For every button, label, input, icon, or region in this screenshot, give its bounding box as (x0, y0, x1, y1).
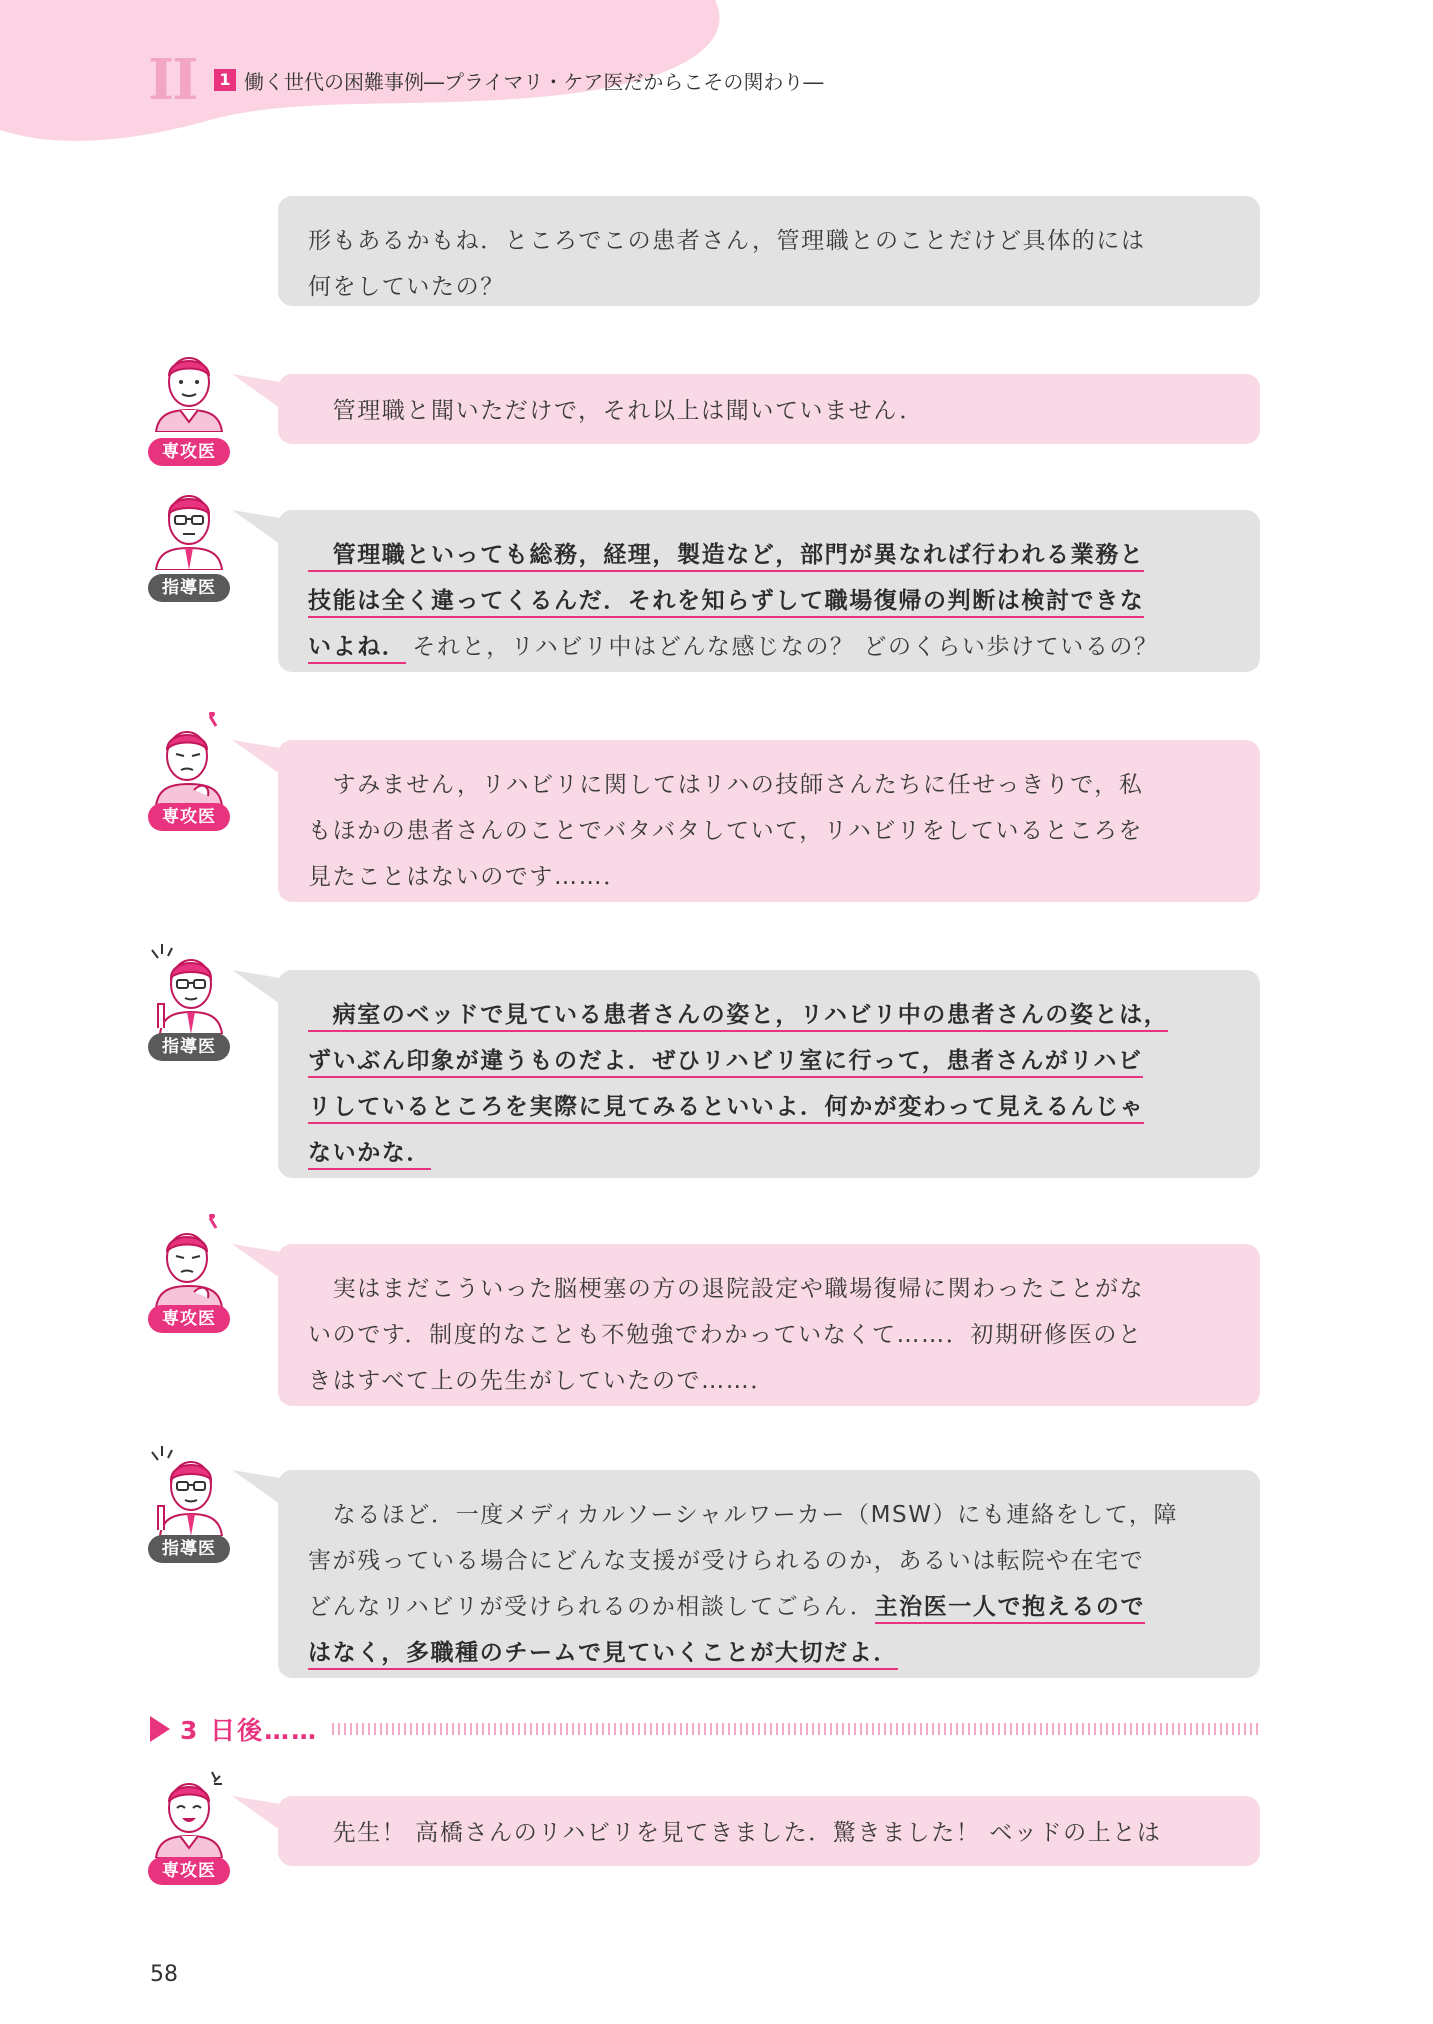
bubble-tail (232, 374, 280, 414)
emphasis-line: はなく，多職種のチームで見ていくことが大切だよ． (308, 1640, 898, 1670)
emphasis-line: 技能は全く違ってくるんだ．それを知らずして職場復帰の判断は検討できな (308, 588, 1144, 618)
resident-badge: 専攻医 (148, 438, 230, 466)
emphasis-line: 病室のベッドで見ている患者さんの姿と，リハビリ中の患者さんの姿とは， (308, 1002, 1168, 1032)
dialogue-line: きはすべて上の先生がしていたので……． (308, 1368, 775, 1394)
dialogue-line: もほかの患者さんのことでバタバタしていて，リハビリをしているところを (308, 818, 1144, 844)
emphasis-line: ずいぶん印象が違うものだよ．ぜひリハビリ室に行って，患者さんがリハビ (308, 1048, 1143, 1078)
bubble-tail (232, 740, 280, 780)
speech-bubble-resident (278, 740, 1260, 902)
speech-bubble-resident (278, 1244, 1260, 1406)
supervisor-badge: 指導医 (148, 1535, 230, 1563)
time-skip-label: 3 日後…… (180, 1716, 319, 1745)
section-title: 働く世代の困難事例―プライマリ・ケア医だからこその関わり― (244, 69, 824, 94)
resident-badge: 専攻医 (148, 1305, 230, 1333)
resident-badge: 専攻医 (148, 803, 230, 831)
triangle-arrow-icon (150, 1716, 170, 1742)
part-numeral: II (148, 47, 197, 113)
dialogue-line: 実はまだこういった脳梗塞の方の退院設定や職場復帰に関わったことがな (308, 1276, 1145, 1302)
emphasis-line: ないかな． (308, 1140, 431, 1170)
resident-avatar-worried (150, 712, 228, 806)
dialogue-line: 先生！ 高橋さんのリハビリを見てきました．驚きました！ ベッドの上とは (308, 1820, 1162, 1846)
emphasis-line: 主治医一人で抱えるので (875, 1594, 1146, 1624)
speech-bubble-supervisor (278, 970, 1260, 1178)
dialogue-line: 何をしていたの？ (308, 274, 505, 300)
supervisor-avatar-pointing (150, 942, 228, 1034)
bubble-tail (232, 1244, 280, 1284)
resident-avatar-worried (150, 1214, 228, 1308)
emphasis-line: リしているところを実際に見てみるといいよ．何かが変わって見えるんじゃ (308, 1094, 1144, 1124)
resident-badge: 専攻医 (148, 1857, 230, 1885)
resident-avatar-excited (150, 1768, 228, 1858)
dialogue-line: いのです．制度的なことも不勉強でわかっていなくて……．初期研修医のと (308, 1322, 1143, 1348)
dotted-rule (332, 1723, 1260, 1735)
speech-bubble-supervisor (278, 1470, 1260, 1678)
bubble-tail (232, 1796, 280, 1836)
dialogue-line: 害が残っている場合にどんな支援が受けられるのか，あるいは転院や在宅で (308, 1548, 1145, 1574)
section-number: 1 (214, 69, 236, 91)
speech-bubble-resident (278, 374, 1260, 444)
supervisor-badge: 指導医 (148, 574, 230, 602)
dialogue-line: なるほど．一度メディカルソーシャルワーカー（MSW）にも連絡をして，障 (308, 1502, 1179, 1528)
dialogue-line: 見たことはないのです……． (308, 864, 628, 890)
dialogue-line: 管理職と聞いただけで，それ以上は聞いていません． (308, 398, 924, 424)
bubble-tail (232, 970, 280, 1010)
resident-avatar (150, 346, 228, 432)
dialogue-line: どんなリハビリが受けられるのか相談してごらん． (308, 1594, 875, 1620)
supervisor-avatar-pointing (150, 1444, 228, 1536)
bubble-tail (232, 1470, 280, 1510)
dialogue-line: 形もあるかもね．ところでこの患者さん，管理職とのことだけど具体的には (308, 228, 1146, 254)
emphasis-line: いよね． (308, 634, 406, 664)
time-skip-divider (150, 1711, 1260, 1747)
bubble-tail (232, 510, 280, 550)
supervisor-badge: 指導医 (148, 1033, 230, 1061)
speech-bubble-supervisor (278, 510, 1260, 672)
speech-bubble-supervisor (278, 196, 1260, 306)
dialogue-line: すみません，リハビリに関してはリハの技師さんたちに任せっきりで，私 (308, 772, 1144, 798)
emphasis-line: 管理職といっても総務，経理，製造など，部門が異なれば行われる業務と (308, 542, 1144, 572)
dialogue-line: それと，リハビリ中はどんな感じなの？ どのくらい歩けているの？ (412, 634, 1159, 660)
running-header (148, 47, 824, 113)
speech-bubble-resident (278, 1796, 1260, 1866)
page-number: 58 (150, 1962, 178, 1987)
supervisor-avatar (150, 484, 228, 570)
